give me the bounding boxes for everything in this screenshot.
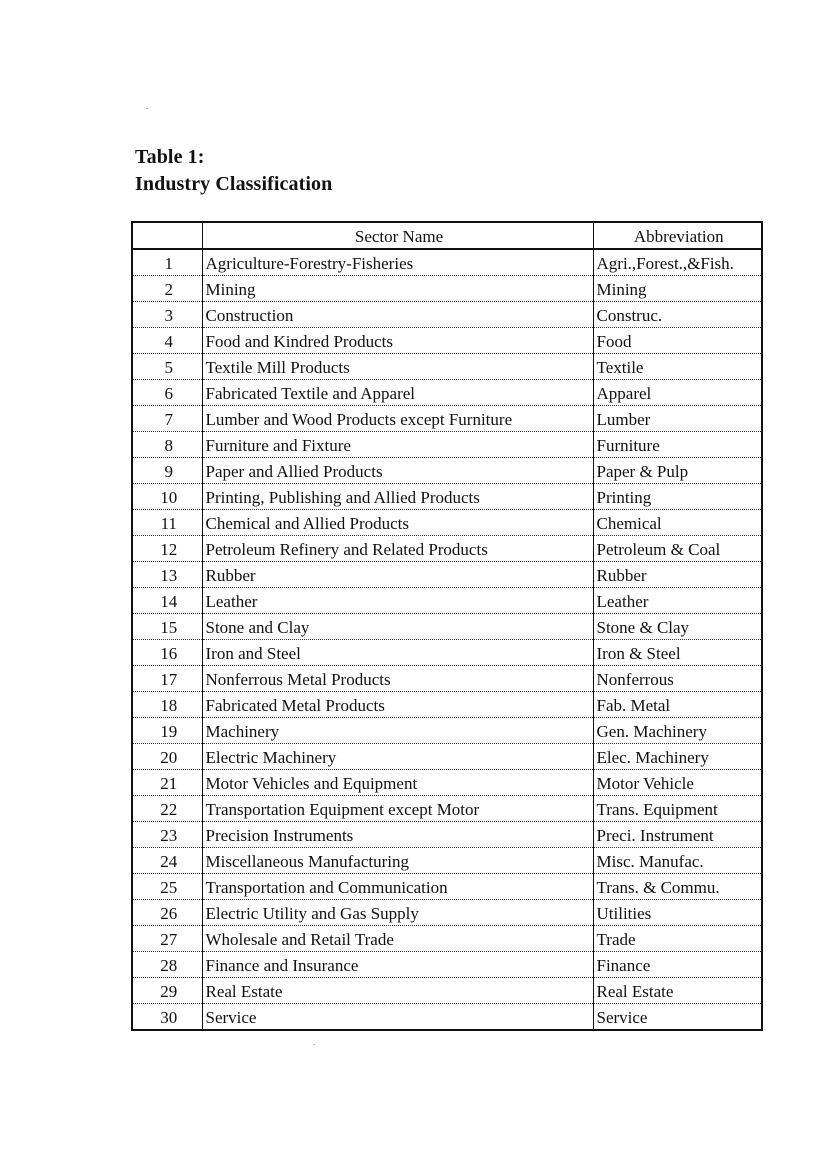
table-row <box>132 744 762 770</box>
table-row <box>132 484 762 510</box>
row-abbreviation: Preci. Instrument <box>593 822 762 848</box>
row-abbreviation: Agri.,Forest.,&Fish. <box>593 249 762 276</box>
row-sector-name: Precision Instruments <box>202 822 593 848</box>
table-row <box>132 276 762 302</box>
row-number: 16 <box>132 640 202 666</box>
row-sector-name: Finance and Insurance <box>202 952 593 978</box>
row-number: 18 <box>132 692 202 718</box>
row-number: 12 <box>132 536 202 562</box>
table-row <box>132 406 762 432</box>
row-number: 9 <box>132 458 202 484</box>
header-abbreviation: Abbreviation <box>593 222 762 249</box>
row-sector-name: Furniture and Fixture <box>202 432 593 458</box>
header-sector-name: Sector Name <box>202 222 593 249</box>
table-row <box>132 640 762 666</box>
row-sector-name: Wholesale and Retail Trade <box>202 926 593 952</box>
row-number: 1 <box>132 249 202 276</box>
row-sector-name: Transportation Equipment except Motor <box>202 796 593 822</box>
table-row <box>132 770 762 796</box>
row-abbreviation: Leather <box>593 588 762 614</box>
row-sector-name: Rubber <box>202 562 593 588</box>
row-abbreviation: Motor Vehicle <box>593 770 762 796</box>
table-row <box>132 926 762 952</box>
table-row <box>132 354 762 380</box>
row-number: 15 <box>132 614 202 640</box>
row-abbreviation: Stone & Clay <box>593 614 762 640</box>
table-row <box>132 302 762 328</box>
table-row <box>132 510 762 536</box>
table-row <box>132 978 762 1004</box>
table-row <box>132 796 762 822</box>
row-number: 5 <box>132 354 202 380</box>
table-row <box>132 822 762 848</box>
row-number: 14 <box>132 588 202 614</box>
row-number: 25 <box>132 874 202 900</box>
row-number: 4 <box>132 328 202 354</box>
row-sector-name: Printing, Publishing and Allied Products <box>202 484 593 510</box>
row-number: 6 <box>132 380 202 406</box>
table-header-row <box>132 222 762 249</box>
row-abbreviation: Rubber <box>593 562 762 588</box>
table-row <box>132 588 762 614</box>
row-number: 2 <box>132 276 202 302</box>
row-number: 19 <box>132 718 202 744</box>
row-abbreviation: Food <box>593 328 762 354</box>
row-number: 23 <box>132 822 202 848</box>
table-row <box>132 562 762 588</box>
header-number <box>132 222 202 249</box>
row-abbreviation: Lumber <box>593 406 762 432</box>
row-abbreviation: Textile <box>593 354 762 380</box>
table-row <box>132 900 762 926</box>
row-sector-name: Motor Vehicles and Equipment <box>202 770 593 796</box>
row-abbreviation: Finance <box>593 952 762 978</box>
row-number: 3 <box>132 302 202 328</box>
table-caption <box>135 144 332 198</box>
row-number: 29 <box>132 978 202 1004</box>
row-sector-name: Nonferrous Metal Products <box>202 666 593 692</box>
row-sector-name: Paper and Allied Products <box>202 458 593 484</box>
row-abbreviation: Petroleum & Coal <box>593 536 762 562</box>
table-title: Industry Classification <box>135 173 333 195</box>
table-row <box>132 1004 762 1031</box>
table-number: Table 1: <box>135 146 205 168</box>
row-sector-name: Agriculture-Forestry-Fisheries <box>202 249 593 276</box>
row-sector-name: Iron and Steel <box>202 640 593 666</box>
row-sector-name: Mining <box>202 276 593 302</box>
table-row <box>132 536 762 562</box>
row-sector-name: Fabricated Textile and Apparel <box>202 380 593 406</box>
table-row <box>132 952 762 978</box>
row-abbreviation: Furniture <box>593 432 762 458</box>
row-number: 7 <box>132 406 202 432</box>
row-abbreviation: Mining <box>593 276 762 302</box>
table-row <box>132 666 762 692</box>
row-abbreviation: Gen. Machinery <box>593 718 762 744</box>
table-body <box>132 249 762 1030</box>
table-row <box>132 614 762 640</box>
row-abbreviation: Printing <box>593 484 762 510</box>
row-abbreviation: Service <box>596 1008 648 1027</box>
row-sector-name: Electric Utility and Gas Supply <box>202 900 593 926</box>
industry-classification-table-wrapper <box>131 221 761 1031</box>
row-sector-name: Petroleum Refinery and Related Products <box>202 536 593 562</box>
row-number: 30 <box>132 1004 202 1031</box>
row-sector-name: Leather <box>202 588 593 614</box>
row-abbreviation: Utilities <box>593 900 762 926</box>
row-abbreviation: Construc. <box>593 302 762 328</box>
table-row <box>132 249 762 276</box>
row-sector-name: Construction <box>202 302 593 328</box>
row-abbreviation: Misc. Manufac. <box>593 848 762 874</box>
row-number: 10 <box>132 484 202 510</box>
row-sector-name: Real Estate <box>202 978 593 1004</box>
row-number: 26 <box>132 900 202 926</box>
row-sector-name: Fabricated Metal Products <box>202 692 593 718</box>
row-abbreviation: Real Estate <box>593 978 762 1004</box>
row-number: 11 <box>132 510 202 536</box>
row-abbreviation: Elec. Machinery <box>593 744 762 770</box>
scan-speck <box>313 1044 315 1045</box>
row-number: 13 <box>132 562 202 588</box>
table-row <box>132 874 762 900</box>
row-abbreviation: Iron & Steel <box>593 640 762 666</box>
row-sector-name: Machinery <box>202 718 593 744</box>
row-number: 17 <box>132 666 202 692</box>
row-sector-name: Lumber and Wood Products except Furniture <box>202 406 593 432</box>
row-abbreviation: Apparel <box>593 380 762 406</box>
row-sector-name: Electric Machinery <box>202 744 593 770</box>
table-row <box>132 848 762 874</box>
scan-speck <box>146 108 148 109</box>
row-abbreviation: Trans. Equipment <box>593 796 762 822</box>
row-number: 27 <box>132 926 202 952</box>
row-number: 20 <box>132 744 202 770</box>
row-abbreviation: Nonferrous <box>593 666 762 692</box>
row-abbreviation: Paper & Pulp <box>593 458 762 484</box>
row-number: 28 <box>132 952 202 978</box>
row-number: 24 <box>132 848 202 874</box>
row-number: 8 <box>132 432 202 458</box>
table-row <box>132 328 762 354</box>
row-abbreviation: Fab. Metal <box>593 692 762 718</box>
row-sector-name: Food and Kindred Products <box>202 328 593 354</box>
table-row <box>132 692 762 718</box>
row-sector-name: Stone and Clay <box>202 614 593 640</box>
row-abbreviation: Chemical <box>593 510 762 536</box>
row-sector-name: Transportation and Communication <box>202 874 593 900</box>
table-row <box>132 380 762 406</box>
row-abbreviation: Trade <box>593 926 762 952</box>
row-sector-name: Miscellaneous Manufacturing <box>202 848 593 874</box>
row-sector-name: Textile Mill Products <box>202 354 593 380</box>
industry-classification-table <box>131 221 763 1031</box>
table-row <box>132 432 762 458</box>
row-sector-name: Service <box>202 1004 593 1031</box>
row-number: 22 <box>132 796 202 822</box>
table-row <box>132 458 762 484</box>
row-number: 21 <box>132 770 202 796</box>
table-row <box>132 718 762 744</box>
row-sector-name: Chemical and Allied Products <box>202 510 593 536</box>
row-abbreviation: Trans. & Commu. <box>593 874 762 900</box>
